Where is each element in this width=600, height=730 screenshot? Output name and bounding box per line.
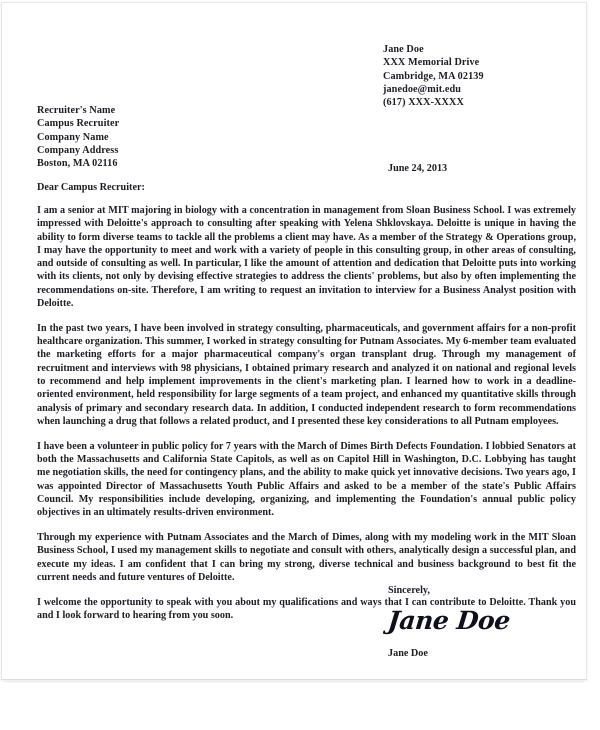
body-paragraph-3: I have been a volunteer in public policy for 7 years with the March of Dimes Birth Defects Foundation. I lobbied Senators at both the Massachusetts and California State Capitols, as well as on Capitol Hill in Washington, D.C. Lobbying has taught me negotiation skills, the need for contingency plans, and the ability to make quick yet innovative decisions. Two years ago, I was appointed Director of Massachusetts Youth Public Affairs and asked to be a member of the state's Public Affairs Council. My responsibilities include developing, organizing, and implementing the Foundation's annual public policy objectives in an ultimately results-driven environment. [37,440,576,519]
closing-salutation: Sincerely, [388,585,430,596]
body-paragraph-1: I am a senior at MIT majoring in biology with a concentration in management from Sloan Business School. I was extremely impressed with Deloitte's approach to consulting after speaking with Yelena Shklovskaya. Deloitte is unique in having the ability to form diverse teams to tackle all the problems a client may have. As a member of the Strategy & Operations group, I may have the opportunity to meet and work with a variety of people in this consulting group, in other areas of consulting, and outside of consulting as well. In particular, I like the amount of attention and dedication that Deloitte puts into working with its clients, not only by devising effective strategies to address the clients' problems, but also by often implementing the recommendations on-site. Therefore, I am writing to request an invitation to interview for a Business Analyst position with Deloitte. [37,205,576,310]
recipient-name: Recruiter's Name [37,105,116,116]
recipient-address-block [37,104,119,170]
sender-address-block [383,43,484,109]
recipient-address: Company Address [37,144,119,156]
recipient-city-state-zip: Boston, MA 02116 [37,158,118,170]
page-bottom-shadow [4,681,584,683]
recipient-company: Company Name [37,131,109,143]
letter-body [37,204,576,622]
body-paragraph-2: In the past two years, I have been involved in strategy consulting, pharmaceuticals, and government affairs for a non-profit healthcare organization. This summer, I worked in strategy consulting for Putnam Associates. My 6-member team evaluated the marketing efforts for a major pharmaceutical company's organ transplant drug. Through my management of recruitment and interviews with 98 physicians, I obtained primary research and analyzed it on national and regional levels to recommend and help implement improvements in the client's marketing plan. I learned how to work in a deadline-oriented environment, held responsibility for large segments of a team project, and enhanced my quantitative skills through analysis of primary and secondary research data. In addition, I conducted independent research to form recommendations when launching a drug that follows a related product, and I presented these key considerations to all Putnam employees. [37,322,576,427]
sender-city-state-zip: Cambridge, MA 02139 [383,70,484,82]
body-paragraph-5: I welcome the opportunity to speak with you about my qualifications and ways that I can contribute to Deloitte. Thank you and I look forward to hearing from you soon. [37,596,576,622]
letter-salutation: Dear Campus Recruiter: [37,182,145,193]
body-paragraph-4: Through my experience with Putnam Associates and the March of Dimes, along with my modeling work in the MIT Sloan Business School, I used my management skills to negotiate and consult with others, analytically design a successful plan, and execute my ideas. I am confident that I can bring my strong, diverse technical and business background to best fit the current needs and future ventures of Deloitte. [37,532,576,583]
letter-date: June 24, 2013 [388,163,448,174]
letter-closing-block [388,584,578,661]
sender-name: Jane Doe [383,44,424,55]
recipient-title: Campus Recruiter [37,118,120,130]
sender-email: janedoe@mit.edu [383,83,462,95]
sender-street: XXX Memorial Drive [383,57,480,69]
signature-typed-name: Jane Doe [388,648,428,660]
document-page [1,2,587,680]
document-page-content [2,3,586,679]
handwritten-signature: Jane Doe [386,606,512,636]
sender-phone: (617) XXX-XXXX [383,97,464,109]
